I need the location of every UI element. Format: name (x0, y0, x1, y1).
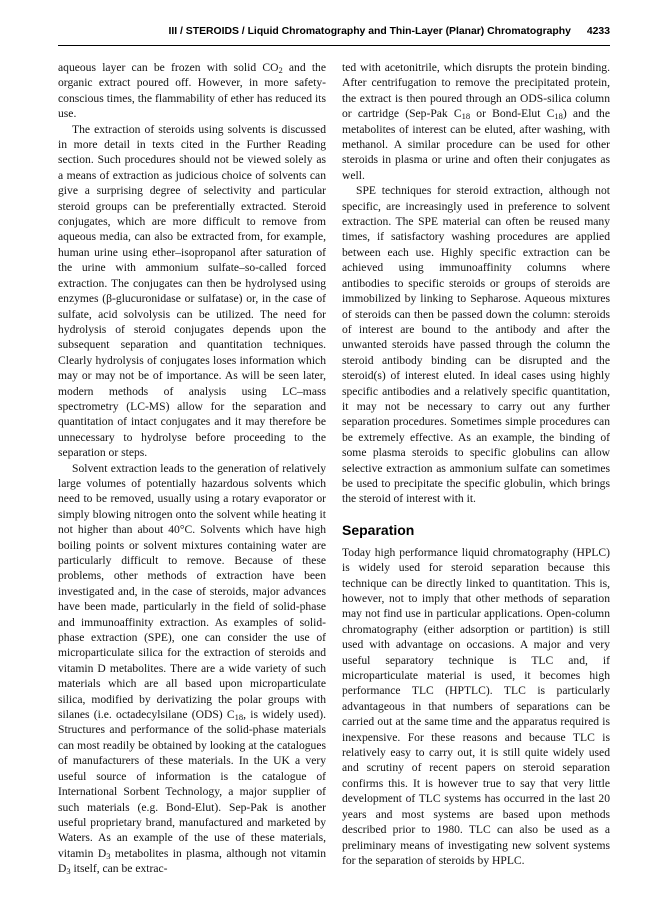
paragraph: Today high performance liquid chromatography (HPLC) is widely used for steroid separation because this technique can be directly linked to quantitation. This is, however, not to imply that other methods of separation may not find use in particular applications. Open-column chromatography (either adsorption or partition) is still used with advantage on occasions. A major and very useful separatory technique is TLC and, if microparticulate material is used, it becomes high performance TLC (HPTLC). TLC is particularly advantageous in that numbers of separations can be carried out at the same time and the apparatus required is inexpensive. For these reasons and because TLC is relatively easy to carry out, it is still quite widely used and scrutiny of recent papers on steroid separation confirms this. It is however true to say that very little development of TLC systems has occurred in the last 20 years and most systems are based upon methods described prior to 1980. TLC can also be used as a preliminary means of investigating new solvent systems for the separation of steroids by HPLC. (342, 545, 610, 867)
paragraph: Solvent extraction leads to the generation of relatively large volumes of potentially hazardous solvents which need to be removed, usually using a rotary evaporator or simply blowing nitrogen onto the solvent while heating it not higher than about 40°C. Solvents which have high boiling points or solvent mixtures containing water are particularly difficult to remove. Because of these problems, other methods of extraction have been investigated and, in the case of steroids, major advances have been made, particularly in the field of solid-phase and immunoaffinity extraction. As examples of solid-phase extraction (SPE), one can consider the use of microparticulate silica for the extraction of steroids and vitamin D metabolites. There are a wide variety of such materials which are all based upon microparticulate silica, modified by derivatizing the polar groups with silanes (i.e. octadecylsilane (ODS) $C_{18}$, is widely used). Structures and performance of the solid-phase materials can most readily be obtained by looking at the catalogues of manufacturers of these materials. In the UK a very useful source of information is the catalogue of International Sorbent Technology, a major supplier of such materials (e.g. Bond-Elut). Sep-Pak is another useful proprietary brand, manufactured and marketed by Waters. As an example of the use of these materials, vitamin $D_3$ metabolites in plasma, although not vitamin $D_3$ itself, can be extrac- (58, 461, 326, 877)
paragraph: The extraction of steroids using solvents is discussed in more detail in texts cited in the Further Reading section. Such procedures should not be viewed solely as a means of extraction as judicious choice of solvents can give a surprising degree of selectivity and particular steroid groups can be preferentially extracted. Steroid conjugates, which are more difficult to remove from aqueous media, can also be extracted from, for example, human urine using ether–isopropanol after saturation of the urine with ammonium sulfate–so-called forced extraction. The conjugates can then be hydrolysed using enzymes (β-glucuronidase or sulfatase) or, in the case of sulfate, acid solvolysis can be utilized. The need for hydrolysis of steroid conjugates depends upon the subsequent separation and quantitation techniques. Clearly hydrolysis of conjugates loses information which may or may not be of importance. As will be seen later, modern methods of analysis using LC–mass spectrometry (LC-MS) allow for the separation and quantitation of intact conjugates and it may therefore be unnecessary to hydrolyse before proceeding to the separation or steps. (58, 122, 326, 460)
section-heading: Separation (342, 521, 415, 538)
page-number: 4233 (586, 26, 610, 37)
right-column (342, 60, 610, 868)
running-title: III / STEROIDS / Liquid Chromatography and Thin-Layer (Planar) Chromatography (168, 26, 571, 37)
paragraph: ted with acetonitrile, which disrupts the protein binding. After centrifugation to remove the precipitated protein, the extract is then poured through an ODS-silica column or cartridge (Sep-Pak $C_{18}$ or Bond-Elut $C_{18}$) and the metabolites of interest can be eluted, after washing, with methanol. A similar procedure can be used for other steroids in plasma or urine and often their conjugates as well. (342, 61, 610, 182)
paragraph: SPE techniques for steroid extraction, although not specific, are increasingly used in preference to solvent extraction. The SPE material can often be reused many times, if satisfactory washing procedures are applied between each use. Highly specific extraction can be achieved using immunoaffinity columns where antibodies to specific steroids or groups of steroids are immobilized by linking to Sepharose. Aqueous mixtures of steroids can then be passed down the column: steroids of interest are bound to the antibody and after the unwanted steroids have passed through the column the steroid antibody binding can be disrupted and the steroid(s) of interest eluted. In ideal cases using highly specific antibodies and a relatively specific quantitation, it may not be necessary to carry out any further separation procedures. Sometimes simple procedures can be extremely effective. As an example, the binding of some plasma steroids to specific globulins can allow selective extraction as ammonium sulfate can sometimes be used to precipitate the specific globulin, which brings the steroid of interest with it. (342, 184, 610, 506)
header-rule (58, 45, 610, 46)
running-header (58, 26, 610, 44)
paragraph: aqueous layer can be frozen with solid $CO_2$ and the organic extract poured off. However, in more safety-conscious times, the flammability of ether has reduced its use. (58, 61, 327, 121)
left-column (58, 60, 326, 877)
